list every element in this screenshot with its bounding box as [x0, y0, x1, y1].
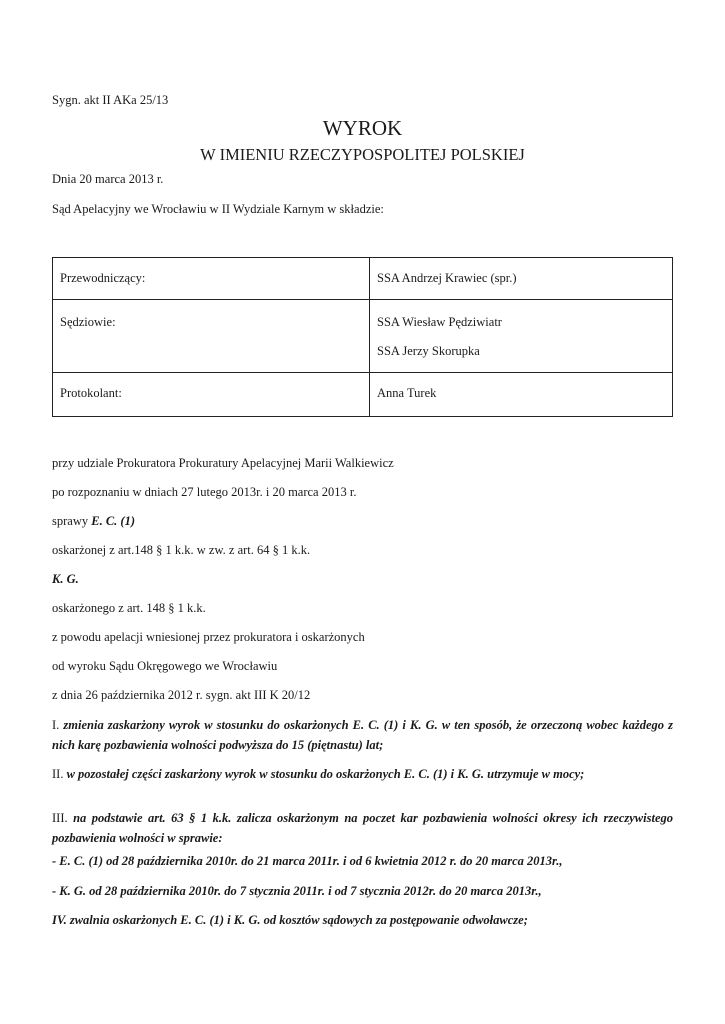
defendant-2-name: K. G. [52, 572, 79, 586]
ruling-point-2: II. w pozostałej części zaskarżony wyrok w stosunku do oskarżonych E. C. (1) i K. G. utrzymuje w mocy; [52, 767, 585, 781]
document-subtitle: W IMIENIU RZECZYPOSPOLITEJ POLSKIEJ [200, 145, 525, 164]
appeal-reason: z powodu apelacji wniesionej przez prokuratora i oskarżonych [52, 630, 365, 644]
table-row [53, 300, 673, 373]
table-row [53, 258, 673, 300]
court-composition-intro: Sąd Apelacyjny we Wrocławiu w II Wydziale Karnym w składzie: [52, 202, 384, 216]
ruling-point-1: I. zmienia zaskarżony wyrok w stosunku do oskarżonych E. C. (1) i K. G. w ten sposób, że orzeczoną wobec każdego z nich karę pozbawienia wolności podwyższa do 15 (piętnastu) lat; [52, 718, 674, 752]
judge-1: SSA Wiesław Pędziwiatr [377, 315, 502, 329]
judgment-date: Dnia 20 marca 2013 r. [52, 172, 164, 186]
presiding-label: Przewodniczący: [60, 271, 146, 285]
ruling-point-4: IV. zwalnia oskarżonych E. C. (1) i K. G. od kosztów sądowych za postępowanie odwoławcze; [52, 913, 528, 927]
ruling-point-3-item-1: - E. C. (1) od 28 października 2010r. do 21 marca 2011r. i od 6 kwietnia 2012 r. do 20 marca 2013r., [52, 854, 563, 868]
case-prefix: sprawy [52, 514, 92, 528]
document-title: WYROK [322, 116, 403, 140]
judge-2: SSA Jerzy Skorupka [377, 344, 480, 358]
judges-label: Sędziowie: [60, 315, 116, 329]
lower-court-date: z dnia 26 października 2012 r. sygn. akt III K 20/12 [52, 688, 311, 702]
presiding-judge: SSA Andrzej Krawiec (spr.) [377, 271, 517, 285]
charge-2: oskarżonego z art. 148 § 1 k.k. [52, 601, 206, 615]
table-row [53, 373, 673, 417]
case-defendant-1 [52, 514, 135, 529]
clerk-label: Protokolant: [60, 386, 122, 400]
defendant-1-name: E. C. (1) [91, 514, 135, 528]
court-panel-table [52, 257, 673, 417]
ruling-point-3: III. na podstawie art. 63 § 1 k.k. zalicza oskarżonym na poczet kar pozbawienia wolności okresy ich rzeczywistego pozbawienia wolności w sprawie: [52, 811, 673, 845]
case-reference: Sygn. akt II AKa 25/13 [52, 93, 169, 107]
hearing-dates: po rozpoznaniu w dniach 27 lutego 2013r. i 20 marca 2013 r. [52, 485, 357, 499]
ruling-point-3-item-2: - K. G. od 28 października 2010r. do 7 stycznia 2011r. i od 7 stycznia 2012r. do 20 marca 2013r., [52, 884, 542, 898]
charge-1: oskarżonej z art.148 § 1 k.k. w zw. z art. 64 § 1 k.k. [52, 543, 311, 557]
clerk-name: Anna Turek [377, 386, 437, 400]
prosecutor-line: przy udziale Prokuratora Prokuratury Apelacyjnej Marii Walkiewicz [52, 456, 394, 470]
lower-court: od wyroku Sądu Okręgowego we Wrocławiu [52, 659, 278, 673]
